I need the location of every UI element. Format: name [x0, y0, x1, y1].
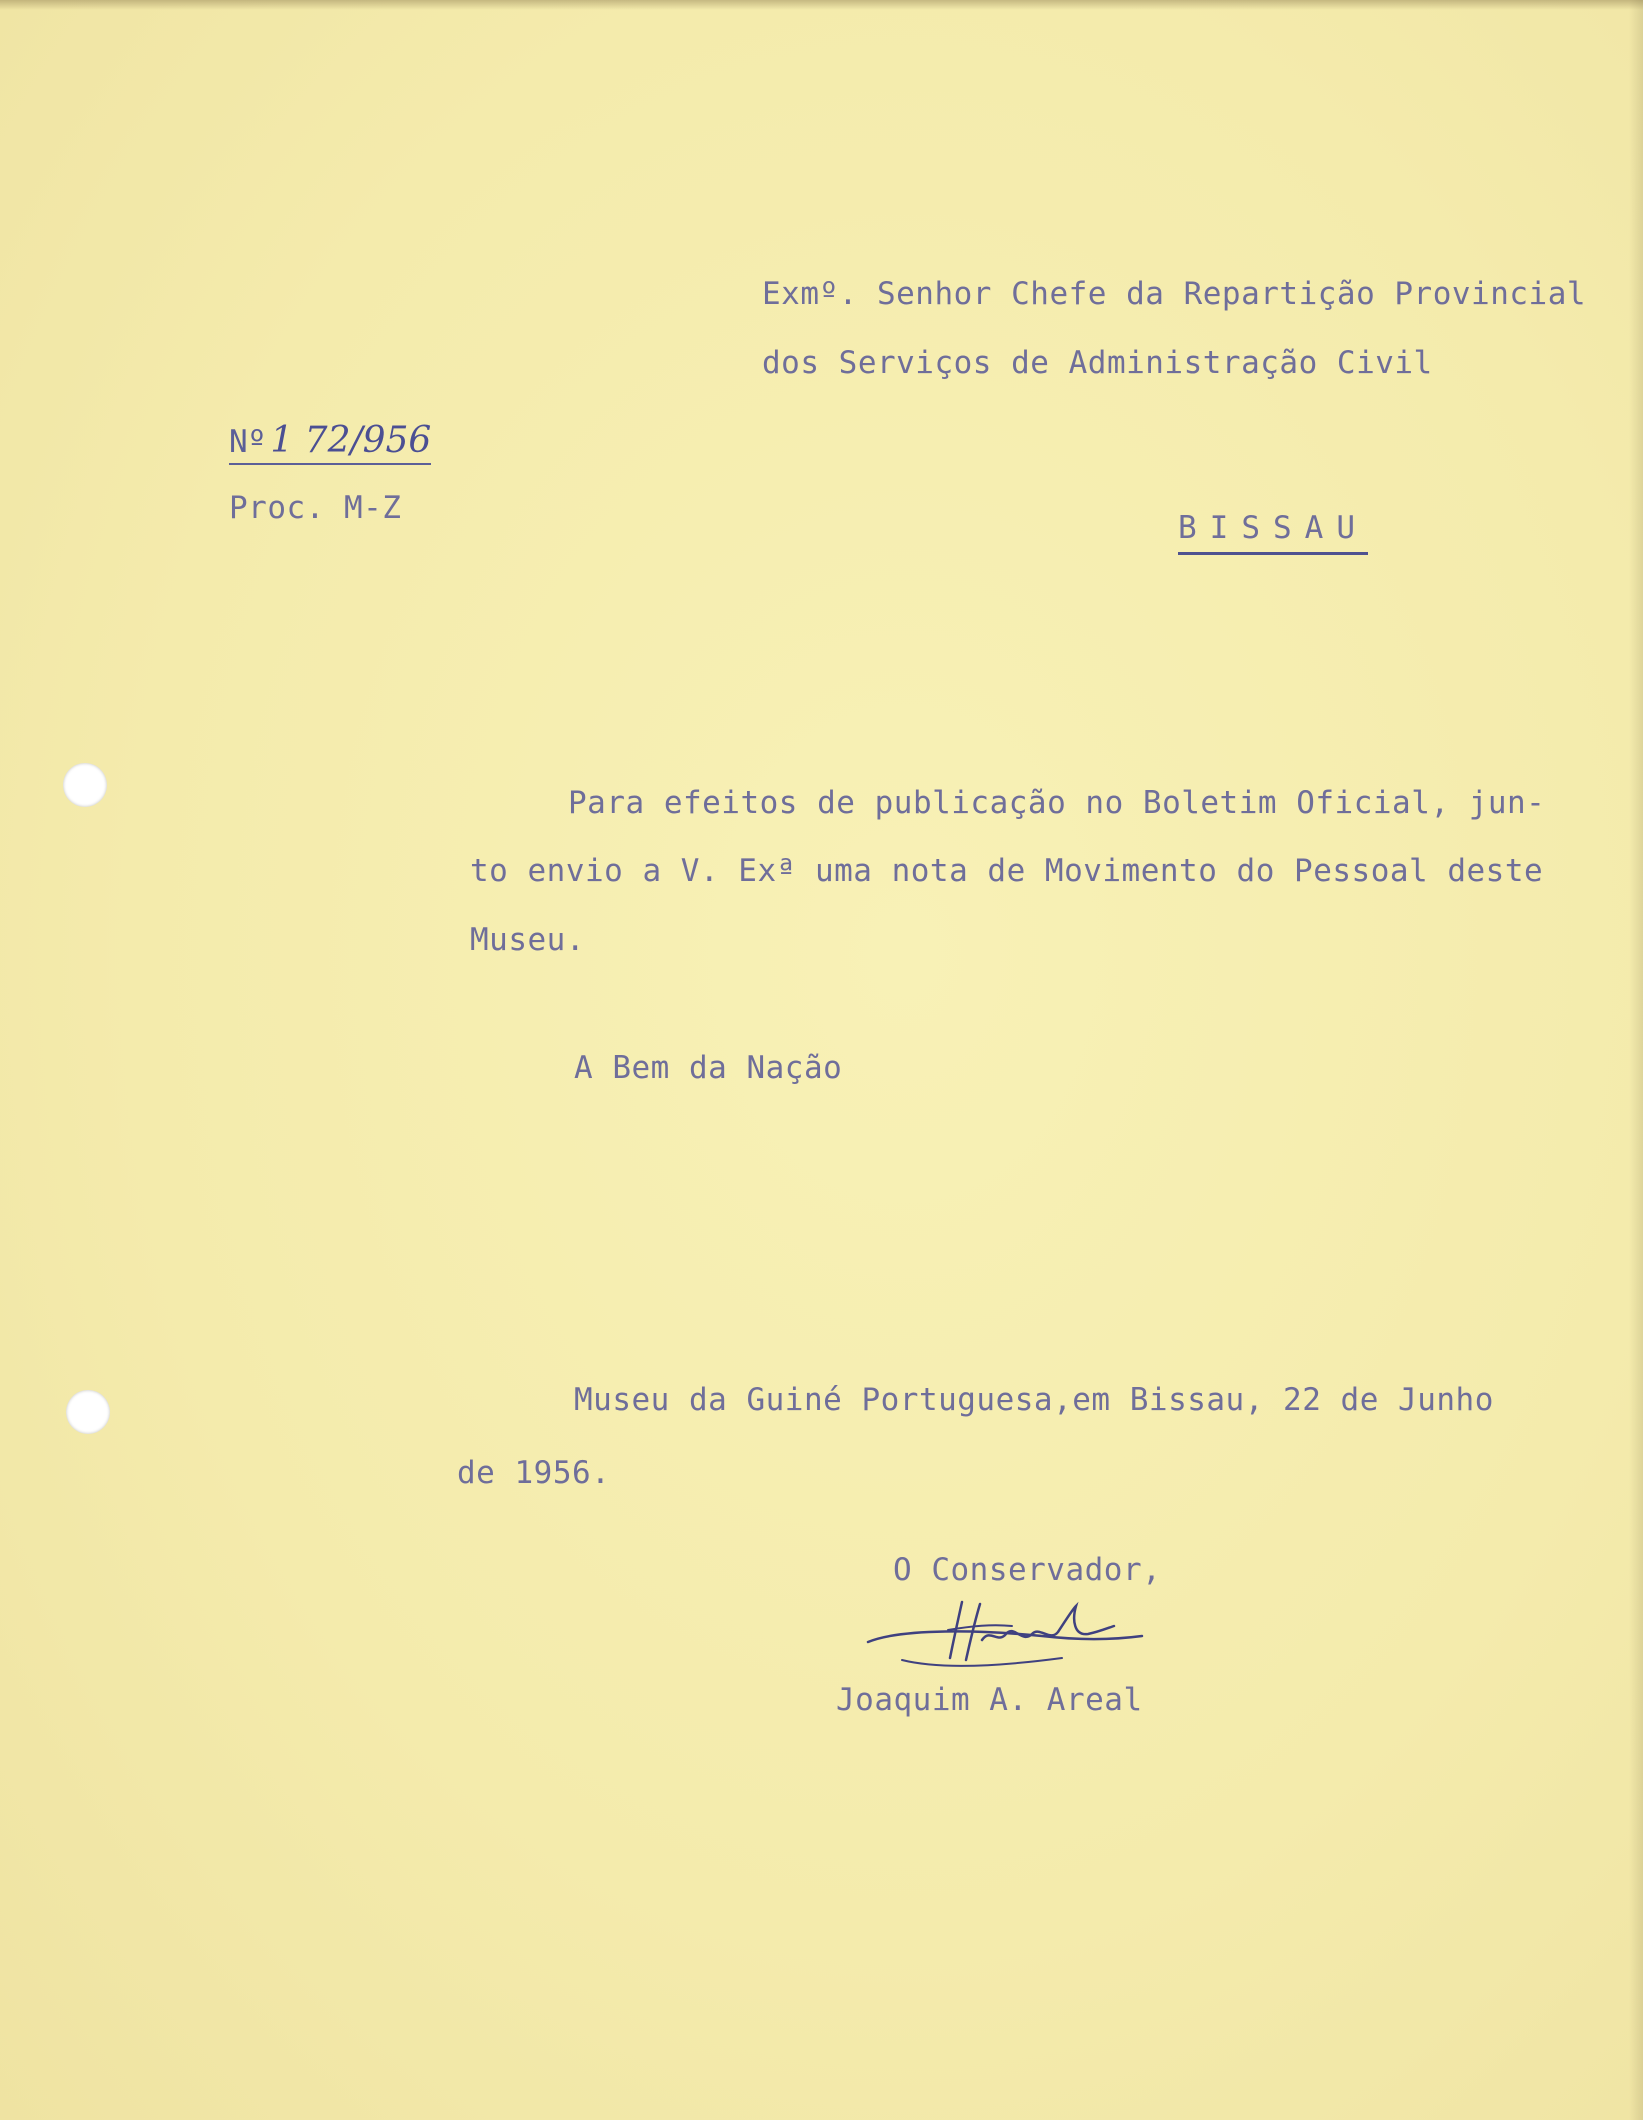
- addressee-line-1: Exmº. Senhor Chefe da Repartição Provincial: [762, 276, 1587, 312]
- signatory-name: Joaquim A. Areal: [836, 1682, 1143, 1718]
- place-date-line-2: de 1956.: [457, 1455, 611, 1491]
- reference-prefix: Nº: [229, 424, 267, 460]
- body-line-3: Museu.: [470, 922, 585, 958]
- punch-hole-upper: [63, 763, 107, 807]
- body-line-1: Para efeitos de publicação no Boletim Oficial, jun-: [568, 785, 1546, 821]
- handwritten-signature: [862, 1600, 1152, 1680]
- place-date-line-1: Museu da Guiné Portuguesa,em Bissau, 22 de Junho: [574, 1382, 1494, 1418]
- reference-handwritten-number: 1 72/956: [270, 420, 432, 461]
- punch-hole-lower: [66, 1390, 110, 1434]
- body-line-2: to envio a V. Exª uma nota de Movimento do Pessoal deste: [470, 853, 1544, 889]
- destination-city: BISSAU: [1178, 510, 1368, 555]
- paper-right-edge: [1629, 0, 1643, 2120]
- addressee-line-2: dos Serviços de Administração Civil: [762, 345, 1433, 381]
- signatory-title: O Conservador,: [893, 1552, 1162, 1588]
- reference-number: [229, 420, 431, 465]
- salutation: A Bem da Nação: [574, 1050, 843, 1086]
- paper-top-edge: [0, 0, 1643, 10]
- process-code: Proc. M-Z: [229, 490, 402, 526]
